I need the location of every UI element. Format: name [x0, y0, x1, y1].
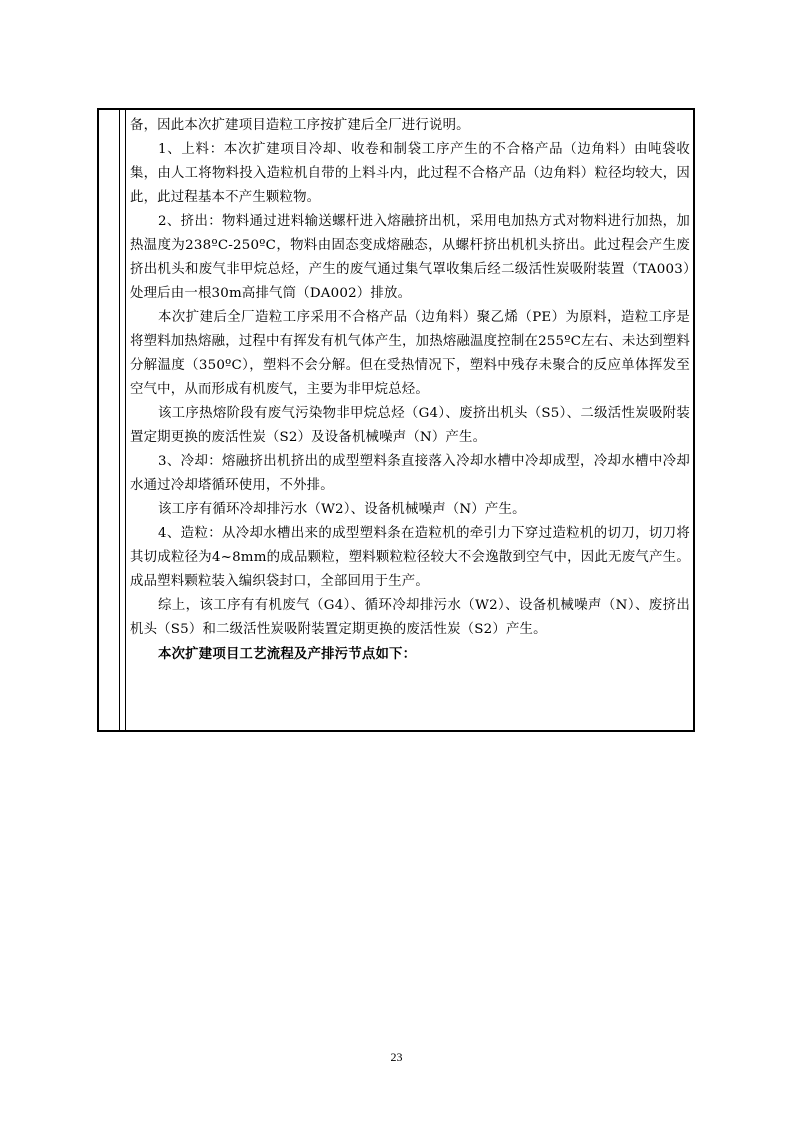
paragraph-7: 4、造粒：从冷却水槽出来的成型塑料条在造粒机的牵引力下穿过造粒机的切刀，切刀将其切成粒径为4~8mm的成品颗粒，塑料颗粒粒径较大不会逸散到空气中，因此无废气产生。成品塑料颗粒装入编织袋封口，全部回用于生产。 — [130, 526, 690, 589]
section-heading: 本次扩建项目工艺流程及产排污节点如下： — [158, 646, 417, 662]
column-divider-2 — [125, 110, 126, 730]
paragraph-4: 该工序热熔阶段有废气污染物非甲烷总烃（G4）、废挤出机头（S5）、二级活性炭吸附装置定期更换的废活性炭（S2）及设备机械噪声（N）产生。 — [130, 406, 690, 445]
paragraph-3: 本次扩建后全厂造粒工序采用不合格产品（边角料）聚乙烯（PE）为原料，造粒工序是将塑料加热熔融，过程中有挥发有机气体产生，加热熔融温度控制在255ºC左右、未达到塑料分解温度（350ºC），塑料不会分解。但在受热情况下，塑料中残存未聚合的反应单体挥发至空气中，从而形成有机废气，主要为非甲烷总烃。 — [130, 310, 690, 397]
paragraph-6: 该工序有循环冷却排污水（W2）、设备机械噪声（N）产生。 — [158, 502, 526, 517]
paragraph-1: 1、上料：本次扩建项目冷却、收卷和制袋工序产生的不合格产品（边角料）由吨袋收集，由人工将物料投入造粒机自带的上料斗内，此过程不合格产品（边角料）粒径均较大，因此，此过程基本不产生颗粒物。 — [130, 142, 690, 205]
paragraph-5: 3、冷却：熔融挤出机挤出的成型塑料条直接落入冷却水槽中冷却成型，冷却水槽中冷却水通过冷却塔循环使用，不外排。 — [130, 454, 690, 493]
paragraph-8: 综上，该工序有有机废气（G4）、循环冷却排污水（W2）、设备机械噪声（N）、废挤出机头（S5）和二级活性炭吸附装置定期更换的废活性炭（S2）产生。 — [130, 598, 690, 637]
page-number: 23 — [390, 1050, 403, 1064]
document-body — [130, 114, 690, 666]
column-divider-1 — [119, 110, 120, 730]
paragraph-0: 备，因此本次扩建项目造粒工序按扩建后全厂进行说明。 — [130, 118, 470, 133]
paragraph-2: 2、挤出：物料通过进料输送螺杆进入熔融挤出机，采用电加热方式对物料进行加热，加热温度为238ºC-250ºC，物料由固态变成熔融态，从螺杆挤出机机头挤出。此过程会产生废挤出机头和废气非甲烷总烃，产生的废气通过集气罩收集后经二级活性炭吸附装置（TA003）处理后由一根30m高排气筒（DA002）排放。 — [130, 214, 690, 301]
